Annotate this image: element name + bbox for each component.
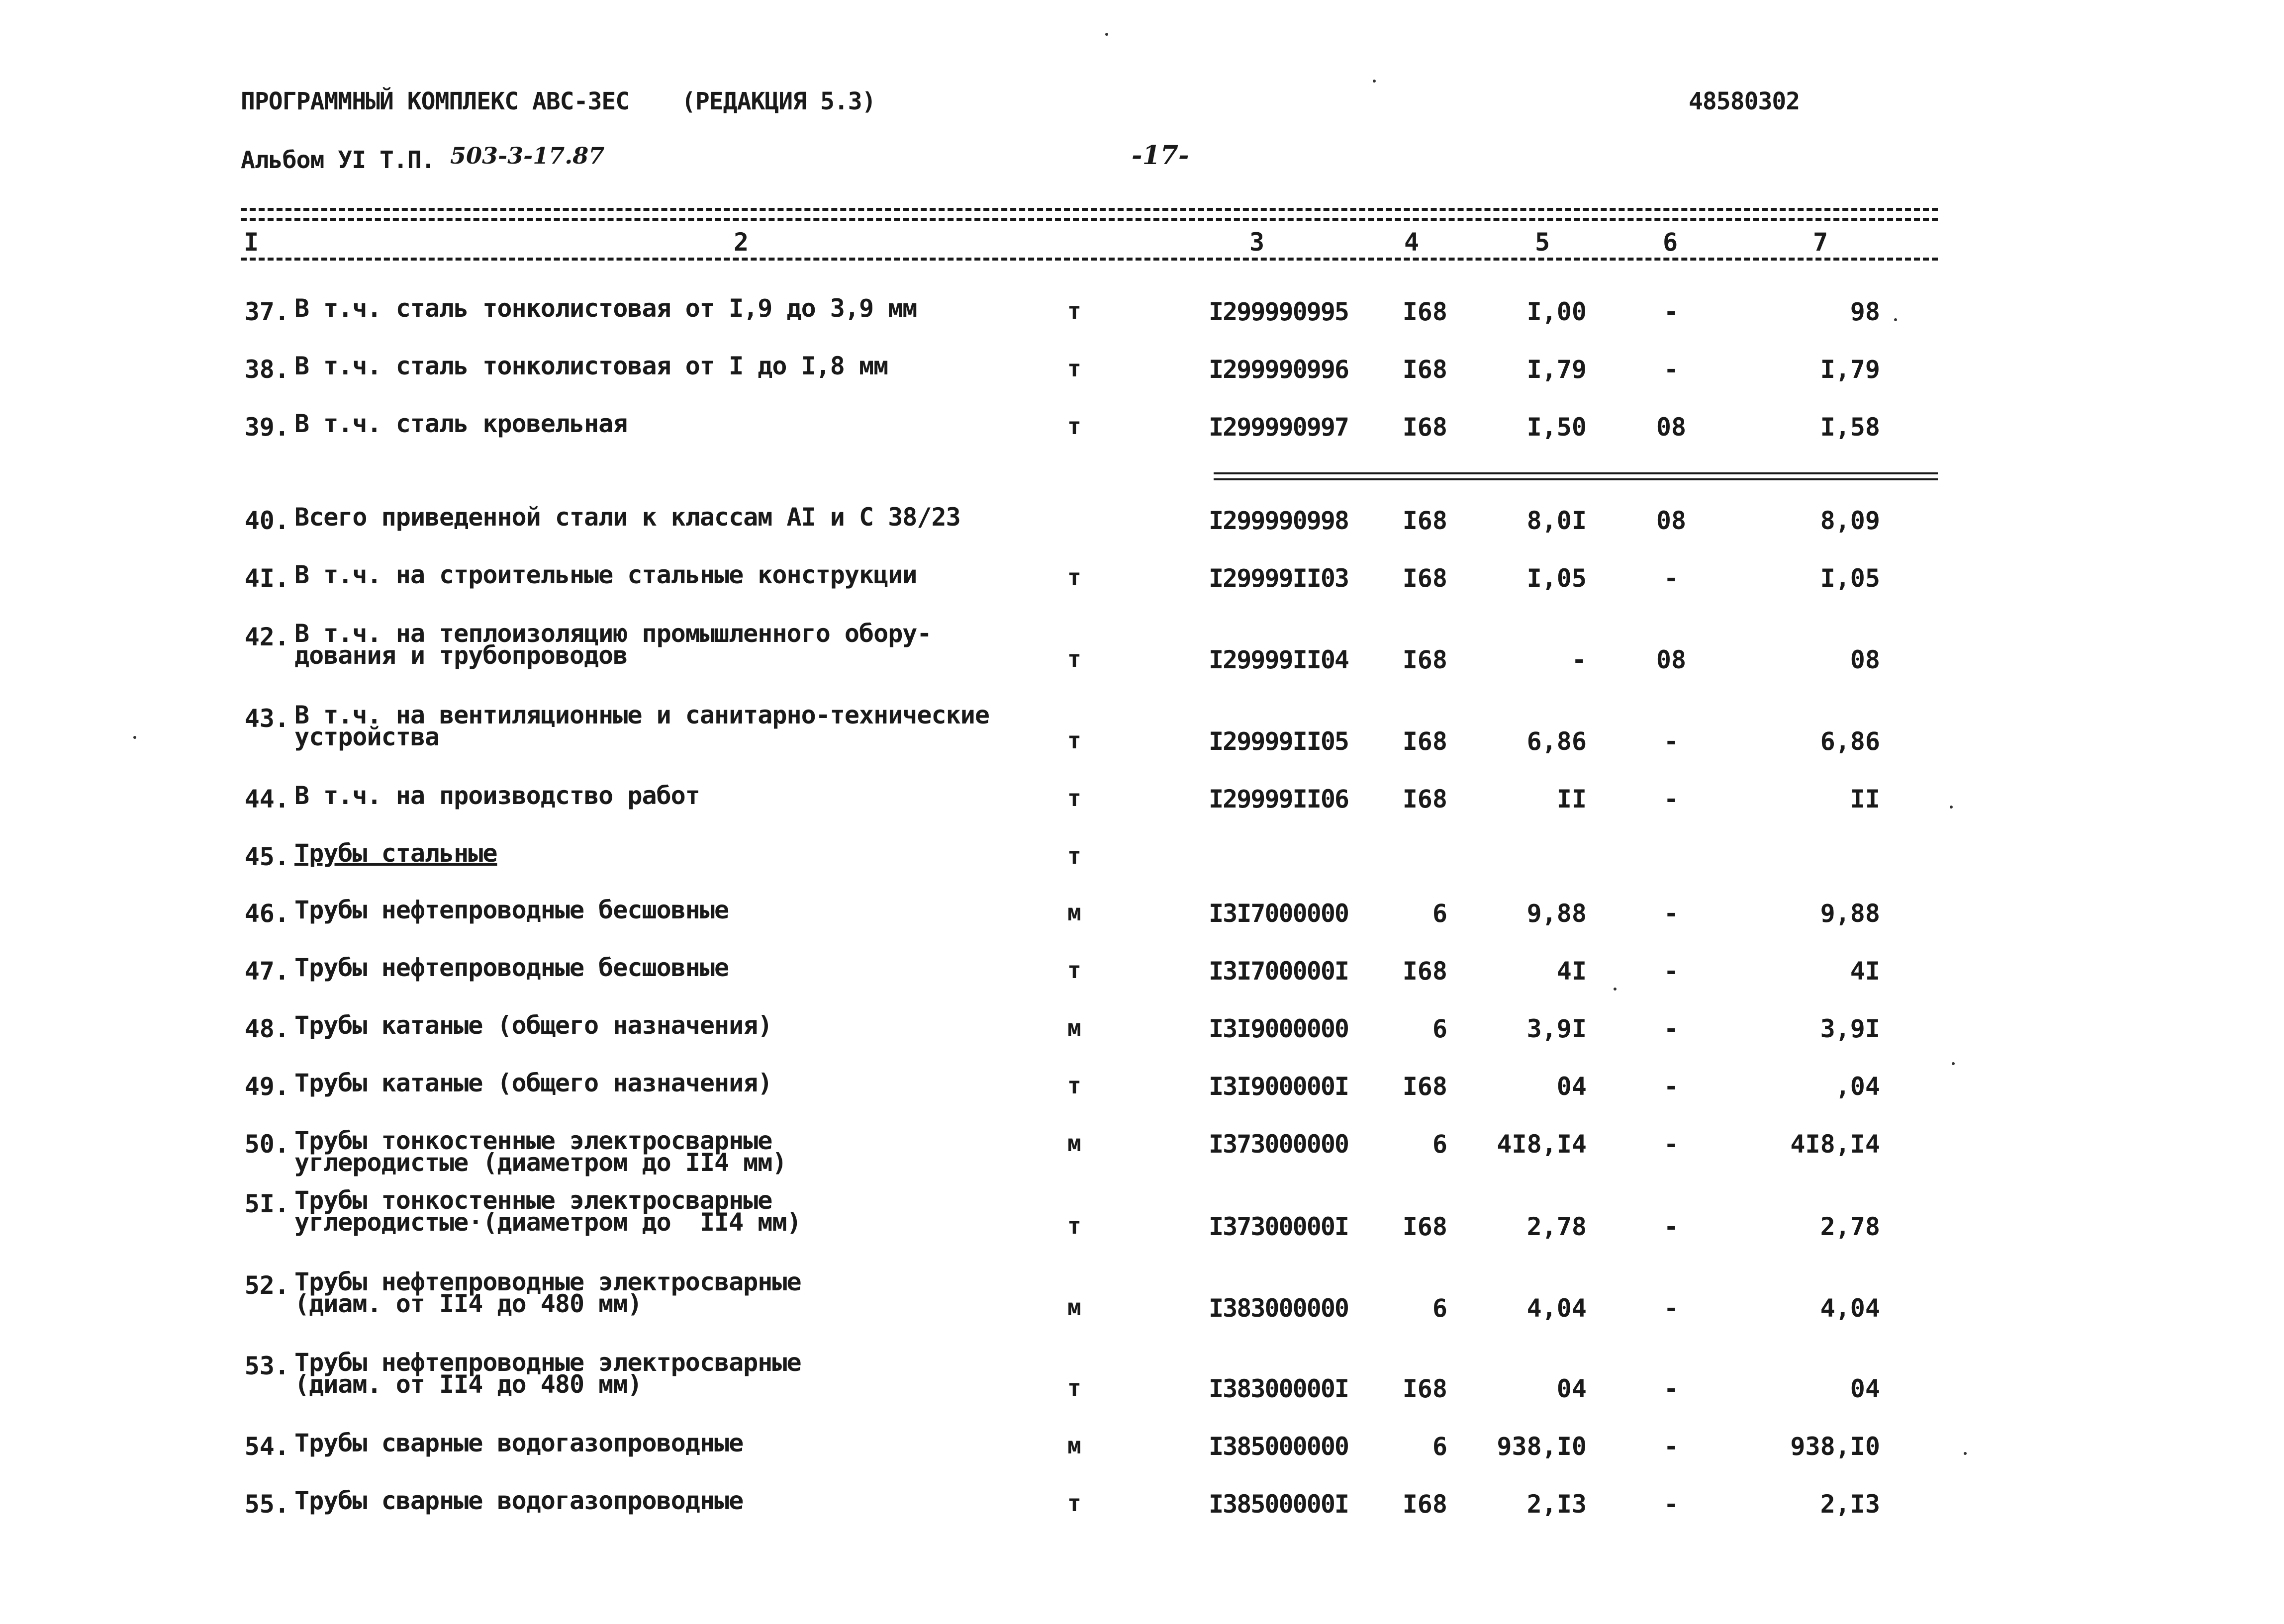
- row-col4: 6: [1432, 1014, 1447, 1043]
- row-number: 4I.: [244, 564, 289, 593]
- row-col4: I68: [1402, 727, 1447, 756]
- row-col6: -: [1663, 1294, 1679, 1323]
- row-col5: II: [1556, 785, 1587, 813]
- scan-speck: [1614, 988, 1617, 991]
- row-code: I299990997: [1209, 413, 1349, 442]
- row-col7: I,58: [1820, 413, 1880, 442]
- row-col6: -: [1663, 297, 1679, 326]
- row-col4: I68: [1402, 1072, 1447, 1101]
- row-col5: I,00: [1526, 297, 1587, 326]
- row-col5: 3,9I: [1526, 1014, 1587, 1043]
- table-row: [0, 619, 2284, 681]
- album-label: Альбом УI Т.П.: [241, 146, 435, 174]
- row-col5: 04: [1556, 1072, 1587, 1101]
- row-unit: м: [1067, 1014, 1081, 1041]
- row-number: 45.: [244, 842, 289, 871]
- row-col6: -: [1663, 1374, 1679, 1403]
- row-unit: т: [1067, 645, 1081, 672]
- row-col4: I68: [1402, 785, 1447, 813]
- row-col5: I,50: [1526, 413, 1587, 442]
- row-col5: 9,88: [1526, 899, 1587, 928]
- row-col4: I68: [1402, 297, 1447, 326]
- table-row: [0, 1186, 2284, 1248]
- column-number-6: 6: [1663, 228, 1678, 257]
- row-col6: -: [1663, 355, 1679, 384]
- row-col6: 08: [1656, 413, 1687, 442]
- row-col4: I68: [1402, 564, 1447, 593]
- row-col4: I68: [1402, 1490, 1447, 1519]
- row-col4: I68: [1402, 957, 1447, 986]
- row-col6: -: [1663, 727, 1679, 756]
- row-col5: 2,I3: [1526, 1490, 1587, 1519]
- row-number: 40.: [244, 506, 289, 535]
- row-number: 37.: [244, 297, 289, 326]
- row-number: 53.: [244, 1352, 289, 1380]
- row-col4: I68: [1402, 645, 1447, 674]
- row-col5: 4,04: [1526, 1294, 1587, 1323]
- row-code: I299990996: [1209, 355, 1349, 384]
- row-unit: т: [1067, 413, 1081, 440]
- row-code: I29999II04: [1209, 645, 1349, 674]
- row-col7: 98: [1850, 297, 1880, 326]
- row-col7: 4I: [1850, 957, 1880, 986]
- row-unit: т: [1067, 297, 1081, 324]
- row-code: I38500000I: [1209, 1490, 1349, 1519]
- row-col4: I68: [1402, 506, 1447, 535]
- row-col5: -: [1571, 645, 1587, 674]
- scan-speck: [1952, 1062, 1955, 1065]
- row-col4: I68: [1402, 413, 1447, 442]
- table-row: [0, 1011, 2284, 1073]
- row-col6: -: [1663, 1130, 1679, 1159]
- row-col7: 938,I0: [1790, 1432, 1880, 1461]
- row-col6: 08: [1656, 506, 1687, 535]
- row-number: 46.: [244, 899, 289, 928]
- program-title: ПРОГРАММНЫЙ КОМПЛЕКС АВС-3ЕС: [241, 88, 630, 115]
- row-name: Трубы стальные: [294, 839, 497, 868]
- row-col4: I68: [1402, 355, 1447, 384]
- row-name: Трубы катаные (общего назначения): [294, 1011, 772, 1040]
- table-row: [0, 560, 2284, 623]
- row-col6: -: [1663, 1212, 1679, 1241]
- row-code: I299990998: [1209, 506, 1349, 535]
- row-col7: 8,09: [1820, 506, 1880, 535]
- row-number: 52.: [244, 1271, 289, 1300]
- row-col4: I68: [1402, 1212, 1447, 1241]
- row-col7: 6,86: [1820, 727, 1880, 756]
- row-code: I3I900000I: [1209, 1072, 1349, 1101]
- row-number: 48.: [244, 1014, 289, 1043]
- row-code: I29999II06: [1209, 785, 1349, 813]
- row-name: Трубы сварные водогазопроводные: [294, 1429, 744, 1457]
- row-col7: ,04: [1835, 1072, 1880, 1101]
- row-unit: м: [1067, 899, 1081, 926]
- row-col4: I68: [1402, 1374, 1447, 1403]
- scan-speck: [133, 736, 136, 739]
- top-rule: [241, 208, 1938, 211]
- row-name: Трубы тонкостенные электросварные углеродистые·(диаметром до II4 мм): [294, 1186, 801, 1237]
- row-unit: м: [1067, 1432, 1081, 1459]
- row-unit: т: [1067, 355, 1081, 382]
- row-number: 50.: [244, 1130, 289, 1159]
- subtotal-double-rule-top: [1214, 472, 1938, 474]
- table-row: [0, 1486, 2284, 1548]
- row-code: I3I700000I: [1209, 957, 1349, 986]
- row-col6: 08: [1656, 645, 1687, 674]
- row-number: 47.: [244, 957, 289, 986]
- row-number: 54.: [244, 1432, 289, 1461]
- album-handwritten-number: 503-3-17.87: [450, 142, 605, 169]
- row-col5: 4I8,I4: [1497, 1130, 1587, 1159]
- row-col4: 6: [1432, 1432, 1447, 1461]
- row-code: I383000000: [1209, 1294, 1349, 1323]
- row-code: I38300000I: [1209, 1374, 1349, 1403]
- row-name: Трубы тонкостенные электросварные углеродистые (диаметром до II4 мм): [294, 1126, 787, 1177]
- table-row: [0, 1429, 2284, 1491]
- row-col5: 2,78: [1526, 1212, 1587, 1241]
- column-number-5: 5: [1535, 228, 1550, 257]
- row-name: В т.ч. на теплоизоляцию промышленного обору- дования и трубопроводов: [294, 619, 932, 670]
- row-code: I373000000: [1209, 1130, 1349, 1159]
- row-col7: 2,78: [1820, 1212, 1880, 1241]
- column-number-1: I: [244, 228, 259, 257]
- table-row: [0, 701, 2284, 763]
- row-col7: 04: [1850, 1374, 1880, 1403]
- row-unit: т: [1067, 785, 1081, 812]
- row-col4: 6: [1432, 1294, 1447, 1323]
- row-unit: т: [1067, 1072, 1081, 1099]
- row-name: В т.ч. сталь кровельная: [294, 409, 628, 438]
- scan-speck: [1105, 33, 1108, 36]
- row-number: 38.: [244, 355, 289, 384]
- row-col5: I,79: [1526, 355, 1587, 384]
- top-rule-second: [241, 218, 1938, 221]
- table-row: [0, 896, 2284, 958]
- row-col7: 08: [1850, 645, 1880, 674]
- row-number: 49.: [244, 1072, 289, 1101]
- table-row: [0, 953, 2284, 1015]
- row-name: В т.ч. сталь тонколистовая от I до I,8 мм: [294, 352, 888, 380]
- row-unit: м: [1067, 1294, 1081, 1321]
- subtotal-double-rule-bottom: [1214, 478, 1938, 480]
- table-row: [0, 503, 2284, 565]
- row-code: I299990995: [1209, 297, 1349, 326]
- row-col7: II: [1850, 785, 1880, 813]
- row-number: 5I.: [244, 1189, 289, 1218]
- row-code: I29999II03: [1209, 564, 1349, 593]
- row-code: I3I7000000: [1209, 899, 1349, 928]
- row-name: Трубы катаные (общего назначения): [294, 1069, 772, 1097]
- row-col6: -: [1663, 1490, 1679, 1519]
- row-col7: 9,88: [1820, 899, 1880, 928]
- page-number: -17-: [1132, 140, 1189, 171]
- row-col7: I,05: [1820, 564, 1880, 593]
- table-row: [0, 352, 2284, 414]
- row-code: I3I9000000: [1209, 1014, 1349, 1043]
- row-unit: т: [1067, 564, 1081, 591]
- row-name: Трубы сварные водогазопроводные: [294, 1486, 744, 1515]
- table-row: [0, 1267, 2284, 1330]
- row-unit: м: [1067, 1130, 1081, 1157]
- row-col5: 6,86: [1526, 727, 1587, 756]
- row-unit: т: [1067, 957, 1081, 984]
- row-col7: 2,I3: [1820, 1490, 1880, 1519]
- row-unit: т: [1067, 1490, 1081, 1517]
- row-name: Трубы нефтепроводные бесшовные: [294, 953, 729, 982]
- row-code: I29999II05: [1209, 727, 1349, 756]
- row-col5: 04: [1556, 1374, 1587, 1403]
- table-row: [0, 409, 2284, 471]
- row-col5: 4I: [1556, 957, 1587, 986]
- row-code: I385000000: [1209, 1432, 1349, 1461]
- row-col6: -: [1663, 957, 1679, 986]
- column-number-3: 3: [1249, 228, 1265, 257]
- row-col4: 6: [1432, 1130, 1447, 1159]
- scan-speck: [1894, 318, 1897, 321]
- column-number-7: 7: [1813, 228, 1828, 257]
- scan-speck: [1964, 1452, 1967, 1455]
- row-name: В т.ч. сталь тонколистовая от I,9 до 3,9 мм: [294, 294, 917, 323]
- edition-label: (РЕДАКЦИЯ 5.3): [681, 88, 876, 115]
- row-name: В т.ч. на производство работ: [294, 781, 700, 810]
- table-row: [0, 294, 2284, 356]
- column-number-2: 2: [734, 228, 749, 257]
- row-col6: -: [1663, 1432, 1679, 1461]
- row-col7: 4I8,I4: [1790, 1130, 1880, 1159]
- row-col5: 938,I0: [1497, 1432, 1587, 1461]
- table-row: [0, 1126, 2284, 1188]
- row-code: I37300000I: [1209, 1212, 1349, 1241]
- row-number: 44.: [244, 785, 289, 813]
- row-col6: -: [1663, 899, 1679, 928]
- row-col6: -: [1663, 564, 1679, 593]
- row-name: Трубы нефтепроводные бесшовные: [294, 896, 729, 924]
- row-col5: 8,0I: [1526, 506, 1587, 535]
- row-number: 39.: [244, 413, 289, 442]
- row-number: 43.: [244, 704, 289, 733]
- row-number: 42.: [244, 623, 289, 651]
- row-col6: -: [1663, 1072, 1679, 1101]
- row-col6: -: [1663, 785, 1679, 813]
- scan-speck: [1373, 80, 1376, 83]
- document-number: 48580302: [1689, 88, 1800, 115]
- row-unit: т: [1067, 1212, 1081, 1239]
- row-unit: т: [1067, 1374, 1081, 1401]
- row-name: Трубы нефтепроводные электросварные (диам. от II4 до 480 мм): [294, 1348, 801, 1399]
- row-name: Всего приведенной стали к классам AI и С 38/23: [294, 503, 960, 532]
- row-col6: -: [1663, 1014, 1679, 1043]
- row-unit: т: [1067, 842, 1081, 869]
- scan-speck: [1950, 806, 1953, 809]
- table-row: [0, 1069, 2284, 1131]
- row-name: Трубы нефтепроводные электросварные (диам. от II4 до 480 мм): [294, 1267, 801, 1318]
- row-name: В т.ч. на вентиляционные и санитарно-технические устройства: [294, 701, 989, 751]
- table-row: [0, 839, 2284, 901]
- table-row: [0, 1348, 2284, 1410]
- row-col7: I,79: [1820, 355, 1880, 384]
- table-row: [0, 781, 2284, 843]
- row-col7: 4,04: [1820, 1294, 1880, 1323]
- row-col4: 6: [1432, 899, 1447, 928]
- row-col7: 3,9I: [1820, 1014, 1880, 1043]
- row-number: 55.: [244, 1490, 289, 1519]
- column-number-4: 4: [1404, 228, 1420, 257]
- row-col5: I,05: [1526, 564, 1587, 593]
- column-header-underline: [241, 258, 1938, 261]
- row-name: В т.ч. на строительные стальные конструкции: [294, 560, 917, 589]
- row-unit: т: [1067, 727, 1081, 754]
